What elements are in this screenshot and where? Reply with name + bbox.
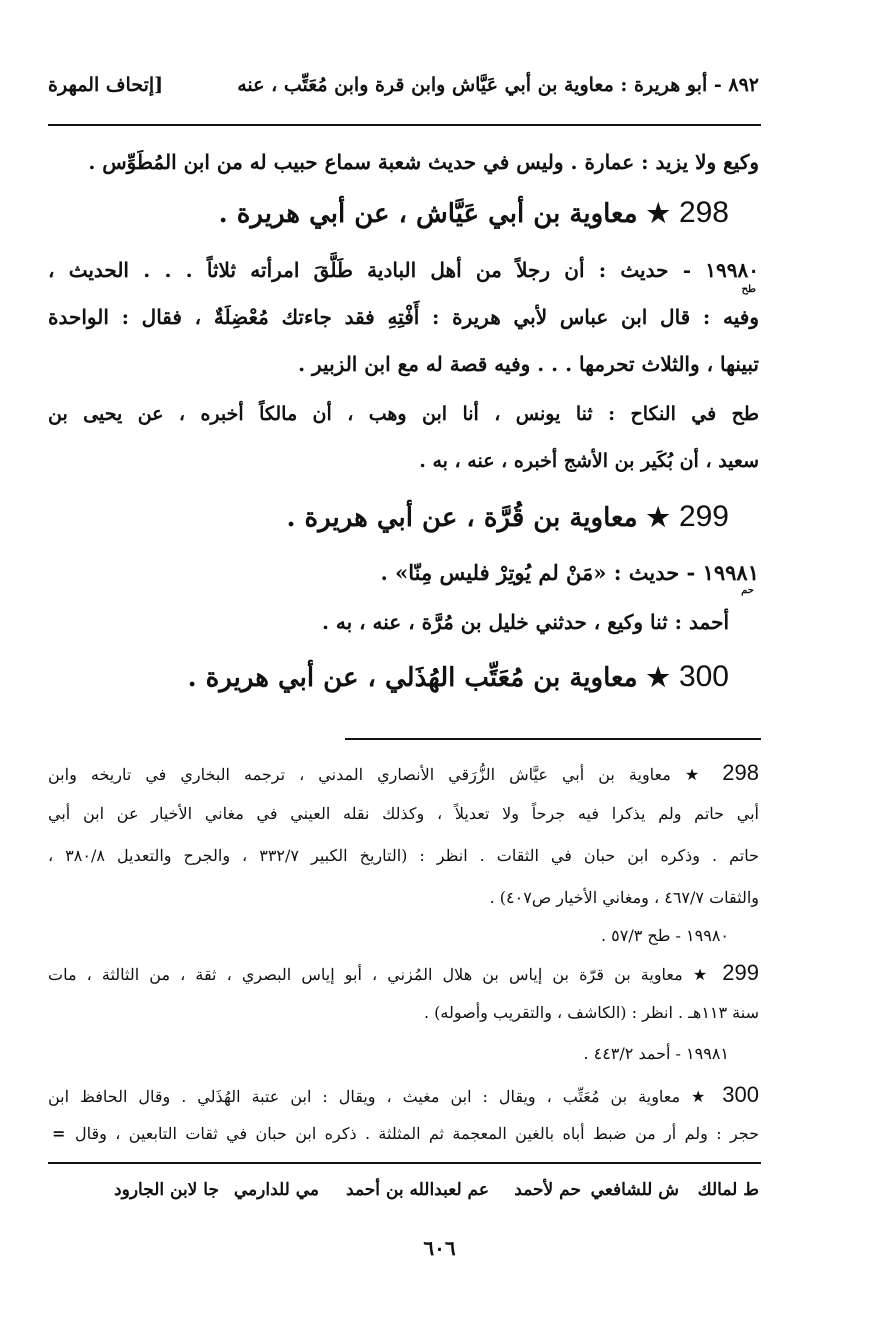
entry-number: 300 [678, 660, 729, 693]
sigla-item: حم لأحمد [514, 1180, 581, 1200]
footnote-19980: ١٩٩٨٠ - طح ٥٧/٣ . [600, 926, 729, 945]
entry-title: ★ معاوية بن أبي عَيَّاش ، عن أبي هريرة . [218, 199, 670, 229]
source-code-hm: حم [741, 585, 754, 596]
sigla-item: جا لابن الجارود [114, 1180, 219, 1200]
footnote-298-line [48, 760, 759, 786]
running-head-title: ٨٩٢ - أبو هريرة : معاوية بن أبي عَيَّاش وابن قرة وابن مُعَتِّب ، عنه [237, 74, 759, 96]
footnote-text: ★ معاوية بن أبي عيَّاش الزُّرَقي الأنصاري المدني ، ترجمه البخاري في تاريخه وابن [48, 765, 709, 784]
text-line: وكيع ولا يزيد : عمارة . وليس في حديث شعبة سماع حبيب له من ابن المُطَوِّس . [88, 150, 759, 174]
hadith-19980-line: ١٩٩٨٠ - حديث : أن رجلاً من أهل البادية طَلَّقَ امرأته ثلاثاً . . . الحديث ، [48, 258, 759, 282]
footnote-298-line: أبي حاتم ولم يذكرا فيه جرحاً ولا تعديلاً ، وكذلك نقله العيني في مغاني الأخيار عن ابن أبي [48, 804, 759, 823]
header-rule [48, 124, 761, 126]
running-head-book-title: [إتحاف المهرة [48, 74, 164, 96]
footnote-number: 298 [722, 760, 759, 785]
footnote-299-line [48, 960, 759, 986]
footnote-number: 300 [722, 1082, 759, 1107]
isnad-line: أحمد : ثنا وكيع ، حدثني خليل بن مُرَّة ، عنه ، به . [321, 610, 729, 634]
sigla-item: مي للدارمي [233, 1180, 319, 1200]
footnote-299-line: سنة ١١٣هـ . انظر : (الكاشف ، والتقريب وأصوله) . [424, 1003, 759, 1022]
hadith-19981-line: ١٩٩٨١ - حديث : «مَنْ لم يُوتِرْ فليس مِنّا» . [380, 560, 759, 585]
footnote-298-line: والثقات ٤٦٧/٧ ، ومغاني الأخيار ص٤٠٧) . [489, 888, 759, 907]
sigla-item: ش للشافعي [590, 1180, 679, 1200]
entry-heading-300 [188, 660, 729, 694]
entry-heading-299 [286, 500, 729, 534]
footnote-300-line [48, 1082, 759, 1108]
footnote-number: 299 [722, 960, 759, 985]
isnad-line: سعيد ، أن بُكَير بن الأشج أخبره ، عنه ، به . [419, 450, 759, 472]
footnote-text: ★ معاوية بن قرّة بن إياس بن هلال المُزني ، أبو إياس البصري ، ثقة ، من الثالثة ، مات [48, 965, 713, 984]
footnote-19981: ١٩٩٨١ - أحمد ٤٤٣/٢ . [583, 1044, 729, 1063]
isnad-line: طح في النكاح : ثنا يونس ، أنا ابن وهب ، أن مالكاً أخبره ، عن يحيى بن [48, 403, 759, 425]
entry-number: 299 [678, 500, 729, 533]
hadith-19980-line: وفيه : قال ابن عباس لأبي هريرة : أَفْتِهِ فقد جاءتك مُعْضِلَةٌ ، فقال : الواحدة [48, 305, 759, 329]
footnote-separator [345, 738, 761, 740]
entry-title: ★ معاوية بن مُعَتِّب الهُذَلي ، عن أبي هريرة . [187, 663, 670, 693]
entry-number: 298 [678, 196, 729, 229]
sigla-rule [48, 1162, 761, 1164]
page-number: ٦٠٦ [423, 1236, 456, 1260]
footnote-300-line: حجر : ولم أر من ضبط أباه بالغين المعجمة ثم المثلثة . ذكره ابن حبان في ثقات التابعين ، وقال [75, 1124, 759, 1143]
continuation-mark: = [52, 1124, 66, 1143]
entry-title: ★ معاوية بن قُرَّة ، عن أبي هريرة . [286, 503, 670, 533]
source-code-tah: طح [741, 284, 756, 295]
entry-heading-298 [219, 196, 729, 230]
sigla-item: ط لمالك [697, 1180, 759, 1200]
hadith-19980-line: تبينها ، والثلاث تحرمها . . . وفيه قصة له مع ابن الزبير . [298, 352, 759, 376]
footnote-298-line: حاتم . وذكره ابن حبان في الثقات . انظر : (التاريخ الكبير ٣٣٢/٧ ، والجرح والتعديل ٣٨٠/٨ ، [48, 846, 759, 865]
sigla-item: عم لعبدالله بن أحمد [346, 1180, 489, 1200]
footnote-text: ★ معاوية بن مُعَتِّب ، ويقال : ابن مغيث ، ويقال : ابن عتبة الهُذَلي . وقال الحافظ ابن [48, 1087, 712, 1106]
